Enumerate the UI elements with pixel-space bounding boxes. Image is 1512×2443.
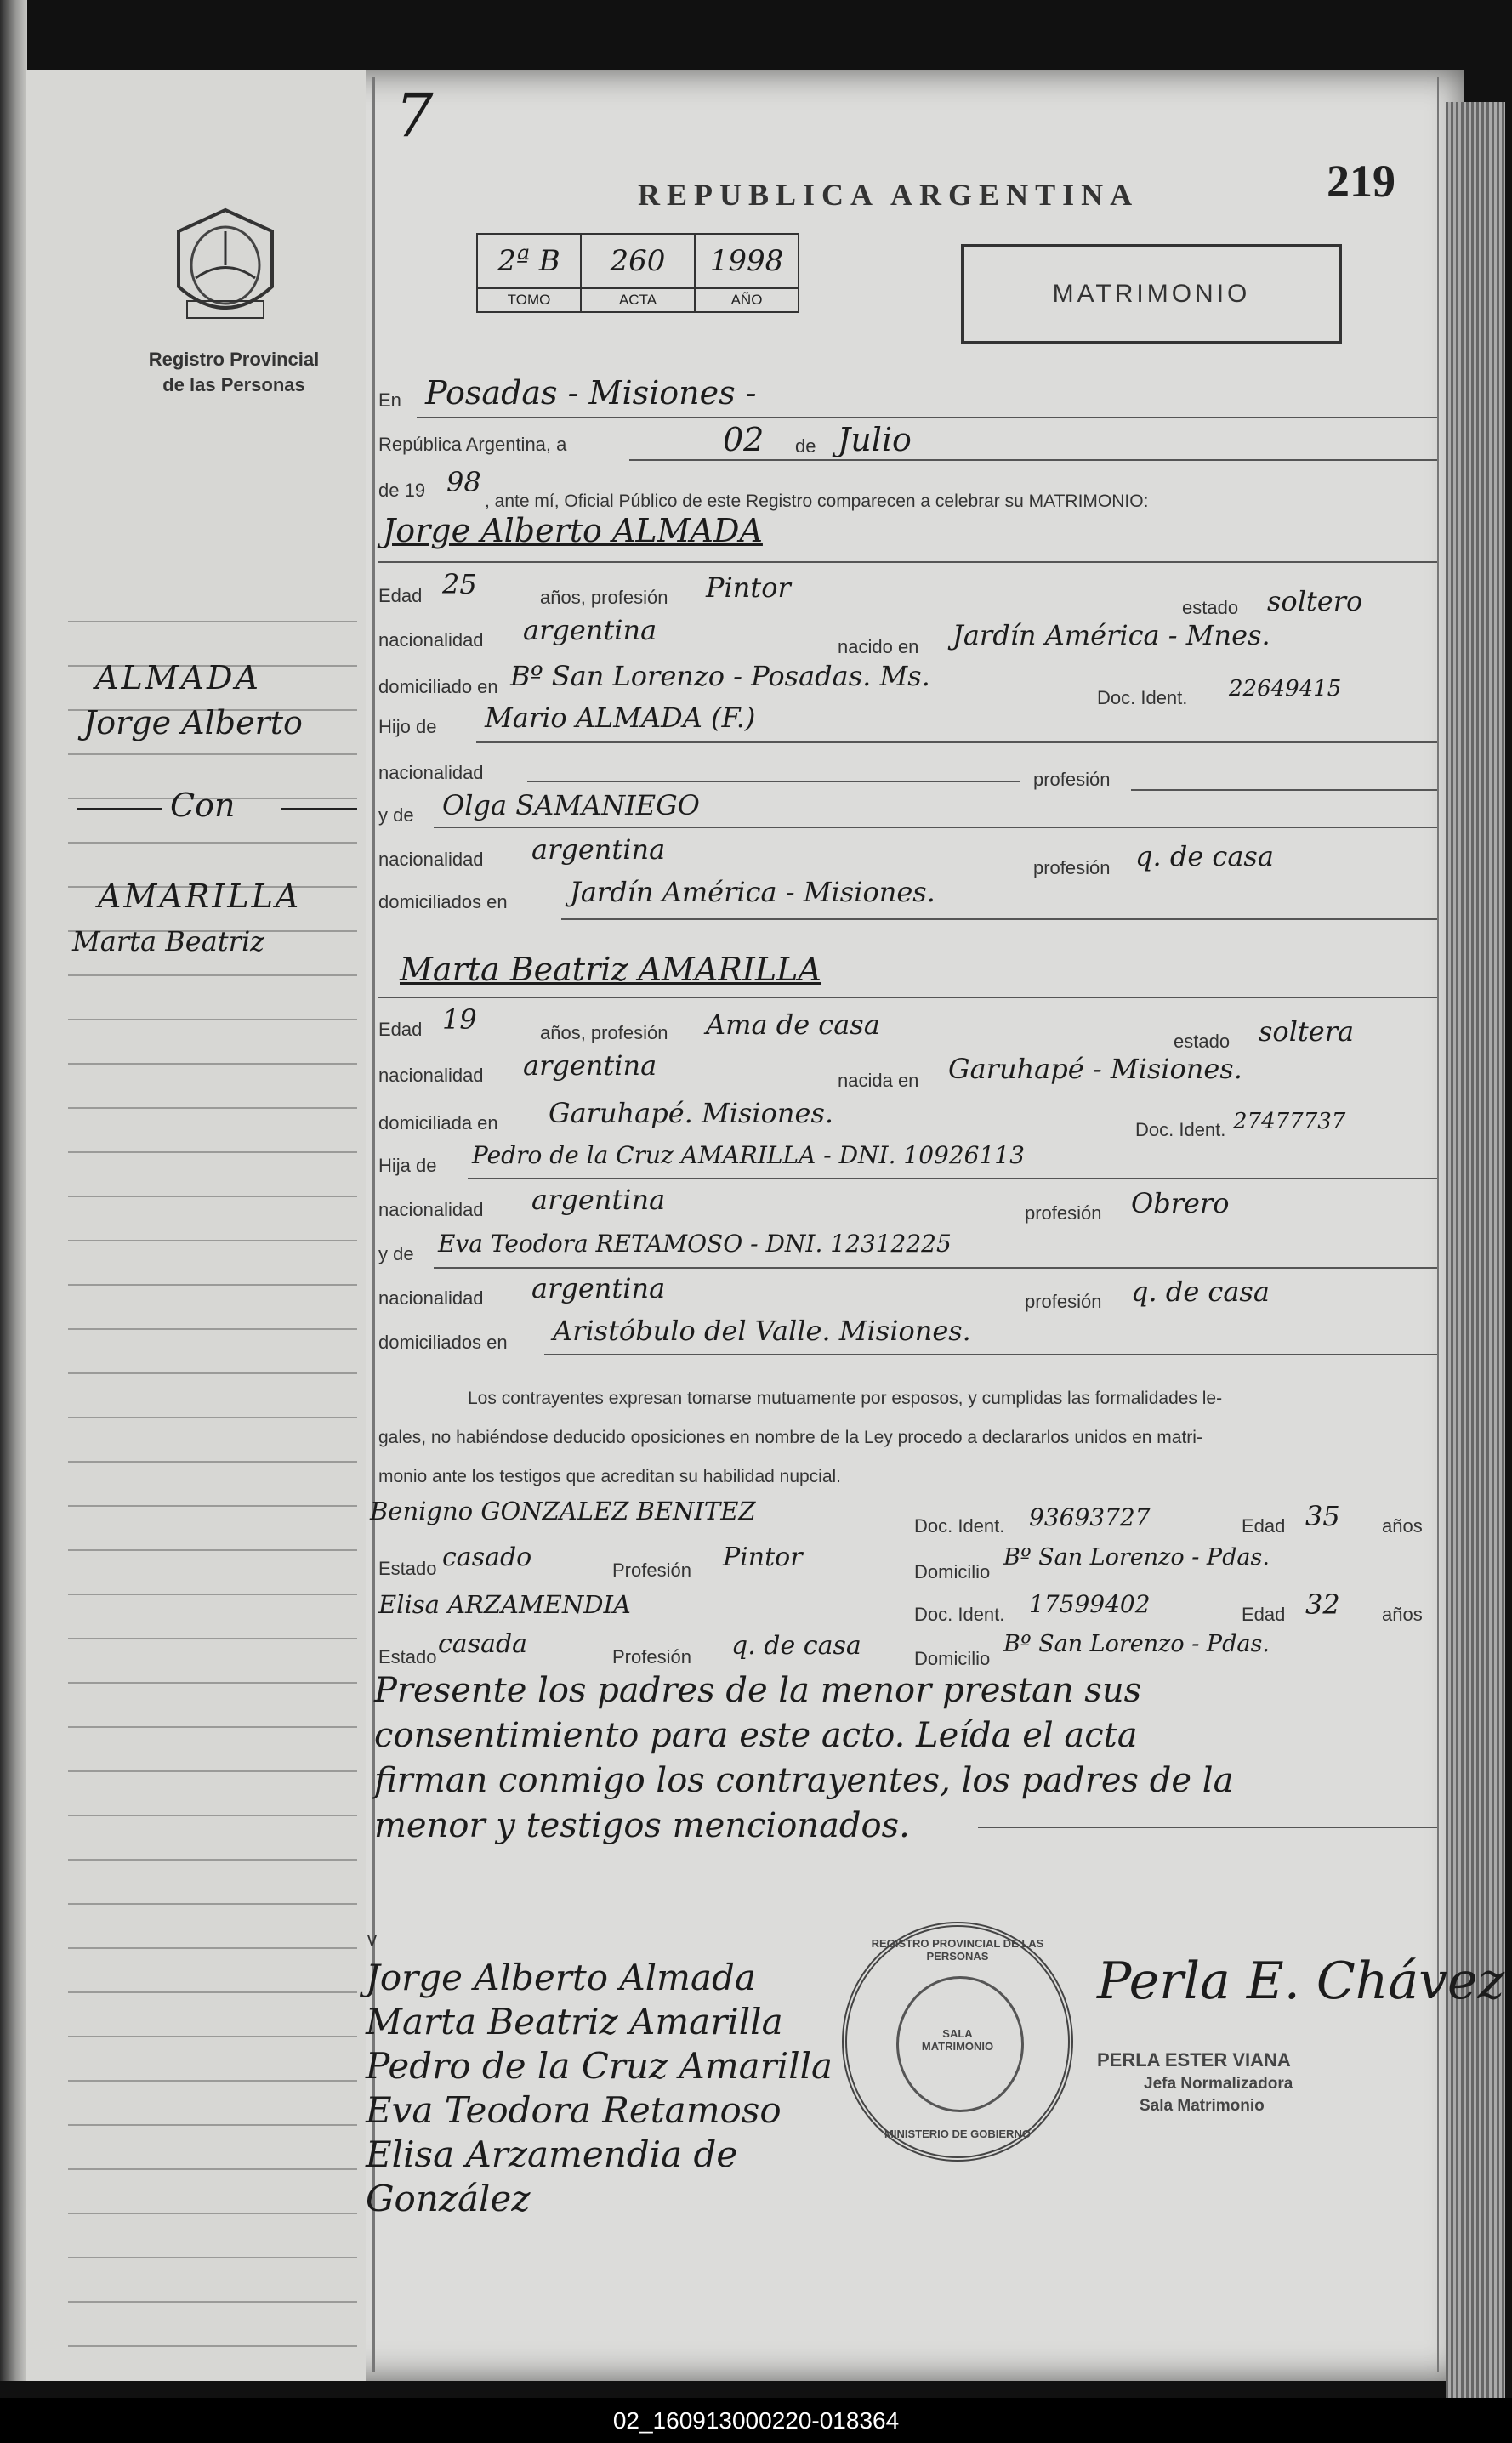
scan-id-caption: 02_160913000220-018364: [0, 2398, 1512, 2443]
witness1-dom-label: Domicilio: [914, 1561, 991, 1582]
signature-father: Pedro de la Cruz Amarilla: [366, 2045, 833, 2087]
bride-age: 19: [442, 1003, 477, 1036]
note-line3: firman conmigo los contrayentes, los padres de la: [374, 1761, 1234, 1800]
witness1-estado: casado: [442, 1542, 532, 1572]
margin-ruled-line: [68, 1903, 357, 1905]
margin-ruled-line: [68, 2124, 357, 2126]
page-edges: [1446, 102, 1505, 2398]
groom-nationality: argentina: [523, 614, 657, 646]
declaration: [378, 1379, 1433, 1497]
groom-yde-label: y de: [378, 804, 414, 826]
groom-name-line: [378, 561, 1437, 563]
margin-ruled-line: [68, 1726, 357, 1728]
groom-estado: soltero: [1267, 585, 1363, 617]
bride-mother-prof: q. de casa: [1131, 1275, 1270, 1308]
signature-mother: Eva Teodora Retamoso: [366, 2089, 782, 2131]
official-title2: Sala Matrimonio: [1140, 2097, 1265, 2115]
margin-ruled-line: [68, 1196, 357, 1197]
bride-mother-nat: argentina: [531, 1272, 666, 1304]
corner-mark: 7: [395, 81, 434, 151]
en-label: En: [378, 389, 401, 411]
groom-nac-label: nacionalidad: [378, 629, 484, 651]
groom-mother-line: [434, 827, 1437, 828]
year-suffix: 98: [446, 466, 481, 498]
groom-hijo-label: Hijo de: [378, 716, 437, 737]
bride-doc-label: Doc. Ident.: [1135, 1119, 1226, 1140]
margin-ruled-line: [68, 2345, 357, 2347]
witness2-prof-label: Profesión: [612, 1646, 691, 1667]
margin-bride-given: Marta Beatriz: [72, 925, 265, 957]
bride-name-line: [378, 997, 1437, 998]
signature-witness: Elisa Arzamendia de González: [366, 2133, 738, 2219]
declaration-line3: monio ante los testigos que acreditan su habilidad nupcial.: [378, 1467, 842, 1486]
margin-ruled-line: [68, 1328, 357, 1330]
witness1-prof-label: Profesión: [612, 1560, 691, 1581]
groom-parents-dom-label: domiciliados en: [378, 891, 508, 912]
margin-ruled-line: [68, 1151, 357, 1153]
witness1-edad-label: Edad: [1242, 1515, 1286, 1537]
margin-ruled-line: [68, 842, 357, 844]
notes-block: [374, 1668, 1437, 1849]
place-line: [417, 417, 1437, 418]
witness2-age: 32: [1305, 1588, 1340, 1621]
margin-ruled-line: [68, 2301, 357, 2303]
groom-name: Jorge Alberto ALMADA: [383, 512, 763, 549]
margin-ruled-line: [68, 2213, 357, 2214]
note-line2: consentimiento para este acto. Leída el acta: [374, 1716, 1138, 1755]
groom-mother-nac-label: nacionalidad: [378, 849, 484, 870]
margin-ruled-line: [68, 1019, 357, 1020]
de19-label: de 19: [378, 480, 426, 501]
bride-doc: 27477737: [1233, 1109, 1346, 1134]
registry-line1: Registro Provincial: [148, 349, 320, 370]
groom-estado-label: estado: [1182, 597, 1239, 618]
bride-mother-prof-label: profesión: [1025, 1291, 1102, 1312]
bride-estado: soltera: [1259, 1015, 1355, 1048]
margin-ruled-line: [68, 1947, 357, 1949]
witness2-estado-label: Estado: [378, 1646, 437, 1667]
witness1-estado-label: Estado: [378, 1558, 437, 1579]
margin-ruled-line: [68, 2036, 357, 2037]
witness1-prof: Pintor: [723, 1542, 803, 1572]
v-mark: v: [367, 1929, 377, 1950]
date-line: [629, 459, 1437, 461]
margin-ruled-line: [68, 1063, 357, 1065]
seal-bottom-text: MINISTERIO DE GOBIERNO: [884, 2128, 1031, 2140]
notes-end-line: [978, 1827, 1437, 1828]
groom-doc: 22649415: [1229, 676, 1342, 702]
registry-line2: de las Personas: [162, 374, 305, 395]
intro-text: , ante mí, Oficial Público de este Registro comparecen a celebrar su MATRIMONIO:: [485, 491, 1149, 511]
groom-father-nat-line: [527, 781, 1020, 782]
month-value: Julio: [838, 421, 912, 458]
provincial-emblem-icon: [170, 206, 281, 333]
bride-mother: Eva Teodora RETAMOSO - DNI. 12312225: [438, 1230, 952, 1258]
witness2-estado: casada: [438, 1629, 528, 1659]
margin-ruled-line: [68, 1107, 357, 1109]
witness2-doc-label: Doc. Ident.: [914, 1604, 1005, 1625]
anio-label: AÑO: [695, 288, 799, 312]
margin-dash-right: [281, 808, 357, 810]
bride-anos-label: años, profesión: [540, 1022, 668, 1043]
margin-ruled-line: [68, 1284, 357, 1286]
groom-father: Mario ALMADA (F.): [485, 702, 756, 734]
witness1-name: Benigno GONZALEZ BENITEZ: [370, 1497, 756, 1525]
margin-con: Con: [170, 787, 236, 824]
groom-father-nac-label: nacionalidad: [378, 762, 484, 783]
bride-father-prof-label: profesión: [1025, 1202, 1102, 1224]
official-name: PERLA ESTER VIANA: [1097, 2049, 1291, 2071]
bride-father-nac-label: nacionalidad: [378, 1199, 484, 1220]
margin-ruled-line: [68, 1505, 357, 1507]
folio-number: 219: [1327, 156, 1395, 207]
margin-ruled-line: [68, 1372, 357, 1374]
margin-ruled-line: [68, 2257, 357, 2258]
official-title1: Jefa Normalizadora: [1144, 2075, 1293, 2093]
margin-groom-given: Jorge Alberto: [83, 704, 303, 741]
bride-hija-label: Hija de: [378, 1155, 437, 1176]
signature-bride: Marta Beatriz Amarilla: [366, 2001, 783, 2042]
bride-father-nat: argentina: [531, 1184, 666, 1216]
witness2-name: Elisa ARZAMENDIA: [378, 1590, 631, 1619]
margin-bride-surname: AMARILLA: [98, 878, 302, 915]
groom-parents-dom-line: [561, 918, 1437, 920]
bride-nacida-label: nacida en: [838, 1070, 919, 1091]
signature-groom: Jorge Alberto Almada: [366, 1957, 756, 1998]
witness2-dom-label: Domicilio: [914, 1648, 991, 1669]
margin-ruled-line: [68, 1991, 357, 1993]
right-rule: [1437, 77, 1439, 2372]
bride-father-line: [468, 1178, 1437, 1179]
groom-domicile: Bº San Lorenzo - Posadas. Ms.: [510, 660, 930, 692]
groom-birthplace: Jardín América - Mnes.: [952, 619, 1270, 651]
note-line4: menor y testigos mencionados.: [374, 1806, 910, 1845]
witness1-doc: 93693727: [1029, 1503, 1151, 1531]
margin-groom-surname: ALMADA: [95, 659, 261, 696]
margin-ruled-line: [68, 1638, 357, 1639]
witness2-dom: Bº San Lorenzo - Pdas.: [1003, 1631, 1270, 1657]
bride-parents-dom-label: domiciliados en: [378, 1332, 508, 1353]
seal-mid-text: SALA MATRIMONIO: [921, 2027, 994, 2053]
declaration-line2: gales, no habiéndose deducido oposiciones en nombre de la Ley procedo a declararlos unidos en matri-: [378, 1428, 1202, 1447]
official-signature: Perla E. Chávez: [1097, 1952, 1505, 2011]
margin-ruled-line: [68, 621, 357, 622]
witness1-age: 35: [1305, 1500, 1340, 1532]
witness2-prof: q. de casa: [731, 1631, 861, 1661]
margin-ruled-line: [68, 1682, 357, 1684]
margin-ruled-line: [68, 1417, 357, 1418]
bride-father-prof: Obrero: [1131, 1187, 1230, 1219]
acta-value: 260: [581, 234, 695, 288]
margin-ruled-line: [68, 1859, 357, 1861]
groom-profession: Pintor: [706, 571, 791, 604]
bride-domicile: Garuhapé. Misiones.: [549, 1097, 834, 1129]
witness1-anos-label: años: [1382, 1515, 1423, 1537]
margin-ruled-line: [68, 1240, 357, 1241]
anio-value: 1998: [695, 234, 799, 288]
place-value: Posadas - Misiones -: [425, 374, 757, 412]
groom-anos-label: años, profesión: [540, 587, 668, 608]
bride-mother-line: [434, 1267, 1437, 1269]
groom-father-prof-line: [1131, 789, 1437, 791]
de-label: de: [795, 435, 816, 457]
groom-nacido-label: nacido en: [838, 636, 919, 657]
margin-ruled-line: [68, 753, 357, 755]
groom-father-prof-label: profesión: [1033, 769, 1111, 790]
tomo-acta-table: [476, 233, 799, 313]
bride-parents-dom-line: [544, 1354, 1437, 1355]
bride-birthplace: Garuhapé - Misiones.: [948, 1053, 1242, 1085]
doc-type-box: MATRIMONIO: [961, 244, 1342, 344]
groom-age: 25: [442, 568, 477, 600]
margin-ruled-line: [68, 2080, 357, 2082]
margin-ruled-line: [68, 974, 357, 976]
groom-edad-label: Edad: [378, 585, 423, 606]
margin-ruled-line: [68, 2168, 357, 2170]
witness2-anos-label: años: [1382, 1604, 1423, 1625]
groom-mother-prof: q. de casa: [1135, 840, 1274, 872]
bride-nationality: argentina: [523, 1049, 657, 1082]
bride-name: Marta Beatriz AMARILLA: [400, 951, 821, 988]
margin-dash-left: [77, 808, 162, 810]
groom-father-line: [476, 741, 1437, 743]
bride-edad-label: Edad: [378, 1019, 423, 1040]
day-value: 02: [723, 421, 765, 458]
bride-mother-nac-label: nacionalidad: [378, 1287, 484, 1309]
groom-doc-label: Doc. Ident.: [1097, 687, 1188, 708]
groom-mother-prof-label: profesión: [1033, 857, 1111, 878]
seal-top-text: REGISTRO PROVINCIAL DE LAS PERSONAS: [871, 1937, 1044, 1963]
note-line1: Presente los padres de la menor prestan sus: [374, 1671, 1142, 1710]
witness2-edad-label: Edad: [1242, 1604, 1286, 1625]
signatures-block: [366, 1956, 876, 2221]
groom-dom-label: domiciliado en: [378, 676, 498, 697]
bride-profession: Ama de casa: [706, 1008, 880, 1041]
margin-ruled-line: [68, 1770, 357, 1772]
margin-ruled-line: [68, 1549, 357, 1551]
acta-label: ACTA: [581, 288, 695, 312]
bride-dom-label: domiciliada en: [378, 1112, 498, 1133]
groom-parents-dom: Jardín América - Misiones.: [570, 876, 935, 908]
declaration-line1: Los contrayentes expresan tomarse mutuamente por esposos, y cumplidas las formalidades le-: [468, 1389, 1223, 1408]
groom-mother: Olga SAMANIEGO: [442, 789, 700, 821]
margin-ruled-line: [68, 1461, 357, 1463]
tomo-label: TOMO: [477, 288, 581, 312]
witness2-doc: 17599402: [1029, 1590, 1151, 1618]
groom-mother-nat: argentina: [531, 833, 666, 866]
margin-ruled-line: [68, 1815, 357, 1816]
book-spine: [0, 0, 27, 2381]
margin-ruled-line: [68, 1594, 357, 1595]
witness1-dom: Bº San Lorenzo - Pdas.: [1003, 1544, 1270, 1571]
witness1-doc-label: Doc. Ident.: [914, 1515, 1005, 1537]
bride-father: Pedro de la Cruz AMARILLA - DNI. 10926113: [472, 1141, 1025, 1169]
tomo-value: 2ª B: [477, 234, 581, 288]
official-seal: [842, 1922, 1073, 2162]
bride-yde-label: y de: [378, 1243, 414, 1264]
republica-label: República Argentina, a: [378, 434, 567, 455]
bride-nac-label: nacionalidad: [378, 1065, 484, 1086]
bride-parents-dom: Aristóbulo del Valle. Misiones.: [553, 1315, 971, 1347]
margin-column: [26, 70, 366, 2381]
country-title: REPUBLICA ARGENTINA: [638, 178, 1140, 212]
registry-label: [128, 347, 340, 398]
bride-estado-label: estado: [1174, 1031, 1231, 1052]
